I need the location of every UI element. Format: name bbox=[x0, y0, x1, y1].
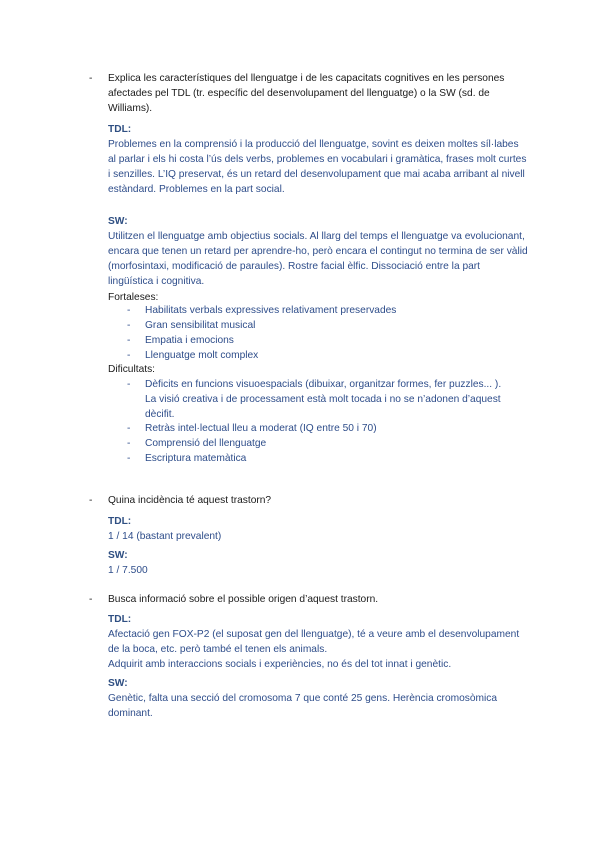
list-bullet: - bbox=[127, 350, 131, 361]
bullet-dash: - bbox=[89, 594, 93, 605]
list-bullet: - bbox=[127, 335, 131, 346]
list-item: Dèficits en funcions visuoespacials (dibuixar, organitzar formes, fer puzzles... ). La visió creativa i de processament està molt tocada i no se n’adonen d’aquest dècifit. bbox=[145, 379, 502, 420]
dificultats-label: Dificultats: bbox=[108, 364, 155, 375]
bullet-dash: - bbox=[89, 73, 93, 84]
list-bullet: - bbox=[127, 423, 131, 434]
question-3: Busca informació sobre el possible origen d’aquest trastorn. bbox=[108, 594, 379, 605]
list-item: Gran sensibilitat musical bbox=[145, 320, 256, 331]
bullet-dash: - bbox=[89, 495, 93, 506]
sw-answer: Utilitzen el llenguatge amb objectius socials. Al llarg del temps el llenguatge va evolucionant, encara que tenen un retard per aprendre-ho, però encara el contingut no termina de ser vàlid (morfosintaxi, modificació de paraules). Rostre facial èlfic. Dissociació entre la part lingüística i cognitiva. bbox=[108, 231, 528, 287]
list-bullet: - bbox=[127, 379, 131, 390]
sw-heading: SW: bbox=[108, 216, 128, 227]
list-item: Escriptura matemàtica bbox=[145, 453, 247, 464]
question-1: Explica les característiques del llenguatge i de les capacitats cognitives en les persones afectades pel TDL (tr. específic del desenvolupament del llenguatge) o la SW (sd. de Williams). bbox=[108, 73, 505, 114]
list-item: Comprensió del llenguatge bbox=[145, 438, 267, 449]
tdl-heading: TDL: bbox=[108, 516, 132, 527]
sw-answer: 1 / 7.500 bbox=[108, 565, 148, 576]
tdl-answer: Afectació gen FOX-P2 (el suposat gen del llenguatge), té a veure amb el desenvolupament de la boca, etc. però també el tenen els animals. bbox=[108, 629, 520, 655]
list-item: Habilitats verbals expressives relativament preservades bbox=[145, 305, 397, 316]
list-bullet: - bbox=[127, 438, 131, 449]
list-item: Empatia i emocions bbox=[145, 335, 234, 346]
tdl-heading: TDL: bbox=[108, 124, 132, 135]
list-bullet: - bbox=[127, 453, 131, 464]
sw-heading: SW: bbox=[108, 678, 128, 689]
list-item: Retràs intel·lectual lleu a moderat (IQ entre 50 i 70) bbox=[145, 423, 377, 434]
list-item: Llenguatge molt complex bbox=[145, 350, 259, 361]
list-bullet: - bbox=[127, 320, 131, 331]
list-bullet: - bbox=[127, 305, 131, 316]
sw-answer: Genètic, falta una secció del cromosoma 7 que conté 25 gens. Herència cromosòmica dominant. bbox=[108, 693, 498, 719]
sw-heading: SW: bbox=[108, 550, 128, 561]
tdl-answer: 1 / 14 (bastant prevalent) bbox=[108, 531, 222, 542]
fortaleses-label: Fortaleses: bbox=[108, 292, 159, 303]
tdl-answer: Problemes en la comprensió i la producció del llenguatge, sovint es deixen moltes síl·labes al parlar i els hi costa l’ús dels verbs, problemes en vocabulari i gramàtica, frases molt curtes i senzilles. L’IQ preservat, és un retard del desenvolupament que mai acaba arribant al nivell estàndard. Problemes en la part social. bbox=[108, 139, 527, 195]
question-2: Quina incidència té aquest trastorn? bbox=[108, 495, 272, 506]
tdl-answer-extra: Adquirit amb interaccions socials i experiències, no és del tot innat i genètic. bbox=[108, 659, 452, 670]
tdl-heading: TDL: bbox=[108, 614, 132, 625]
